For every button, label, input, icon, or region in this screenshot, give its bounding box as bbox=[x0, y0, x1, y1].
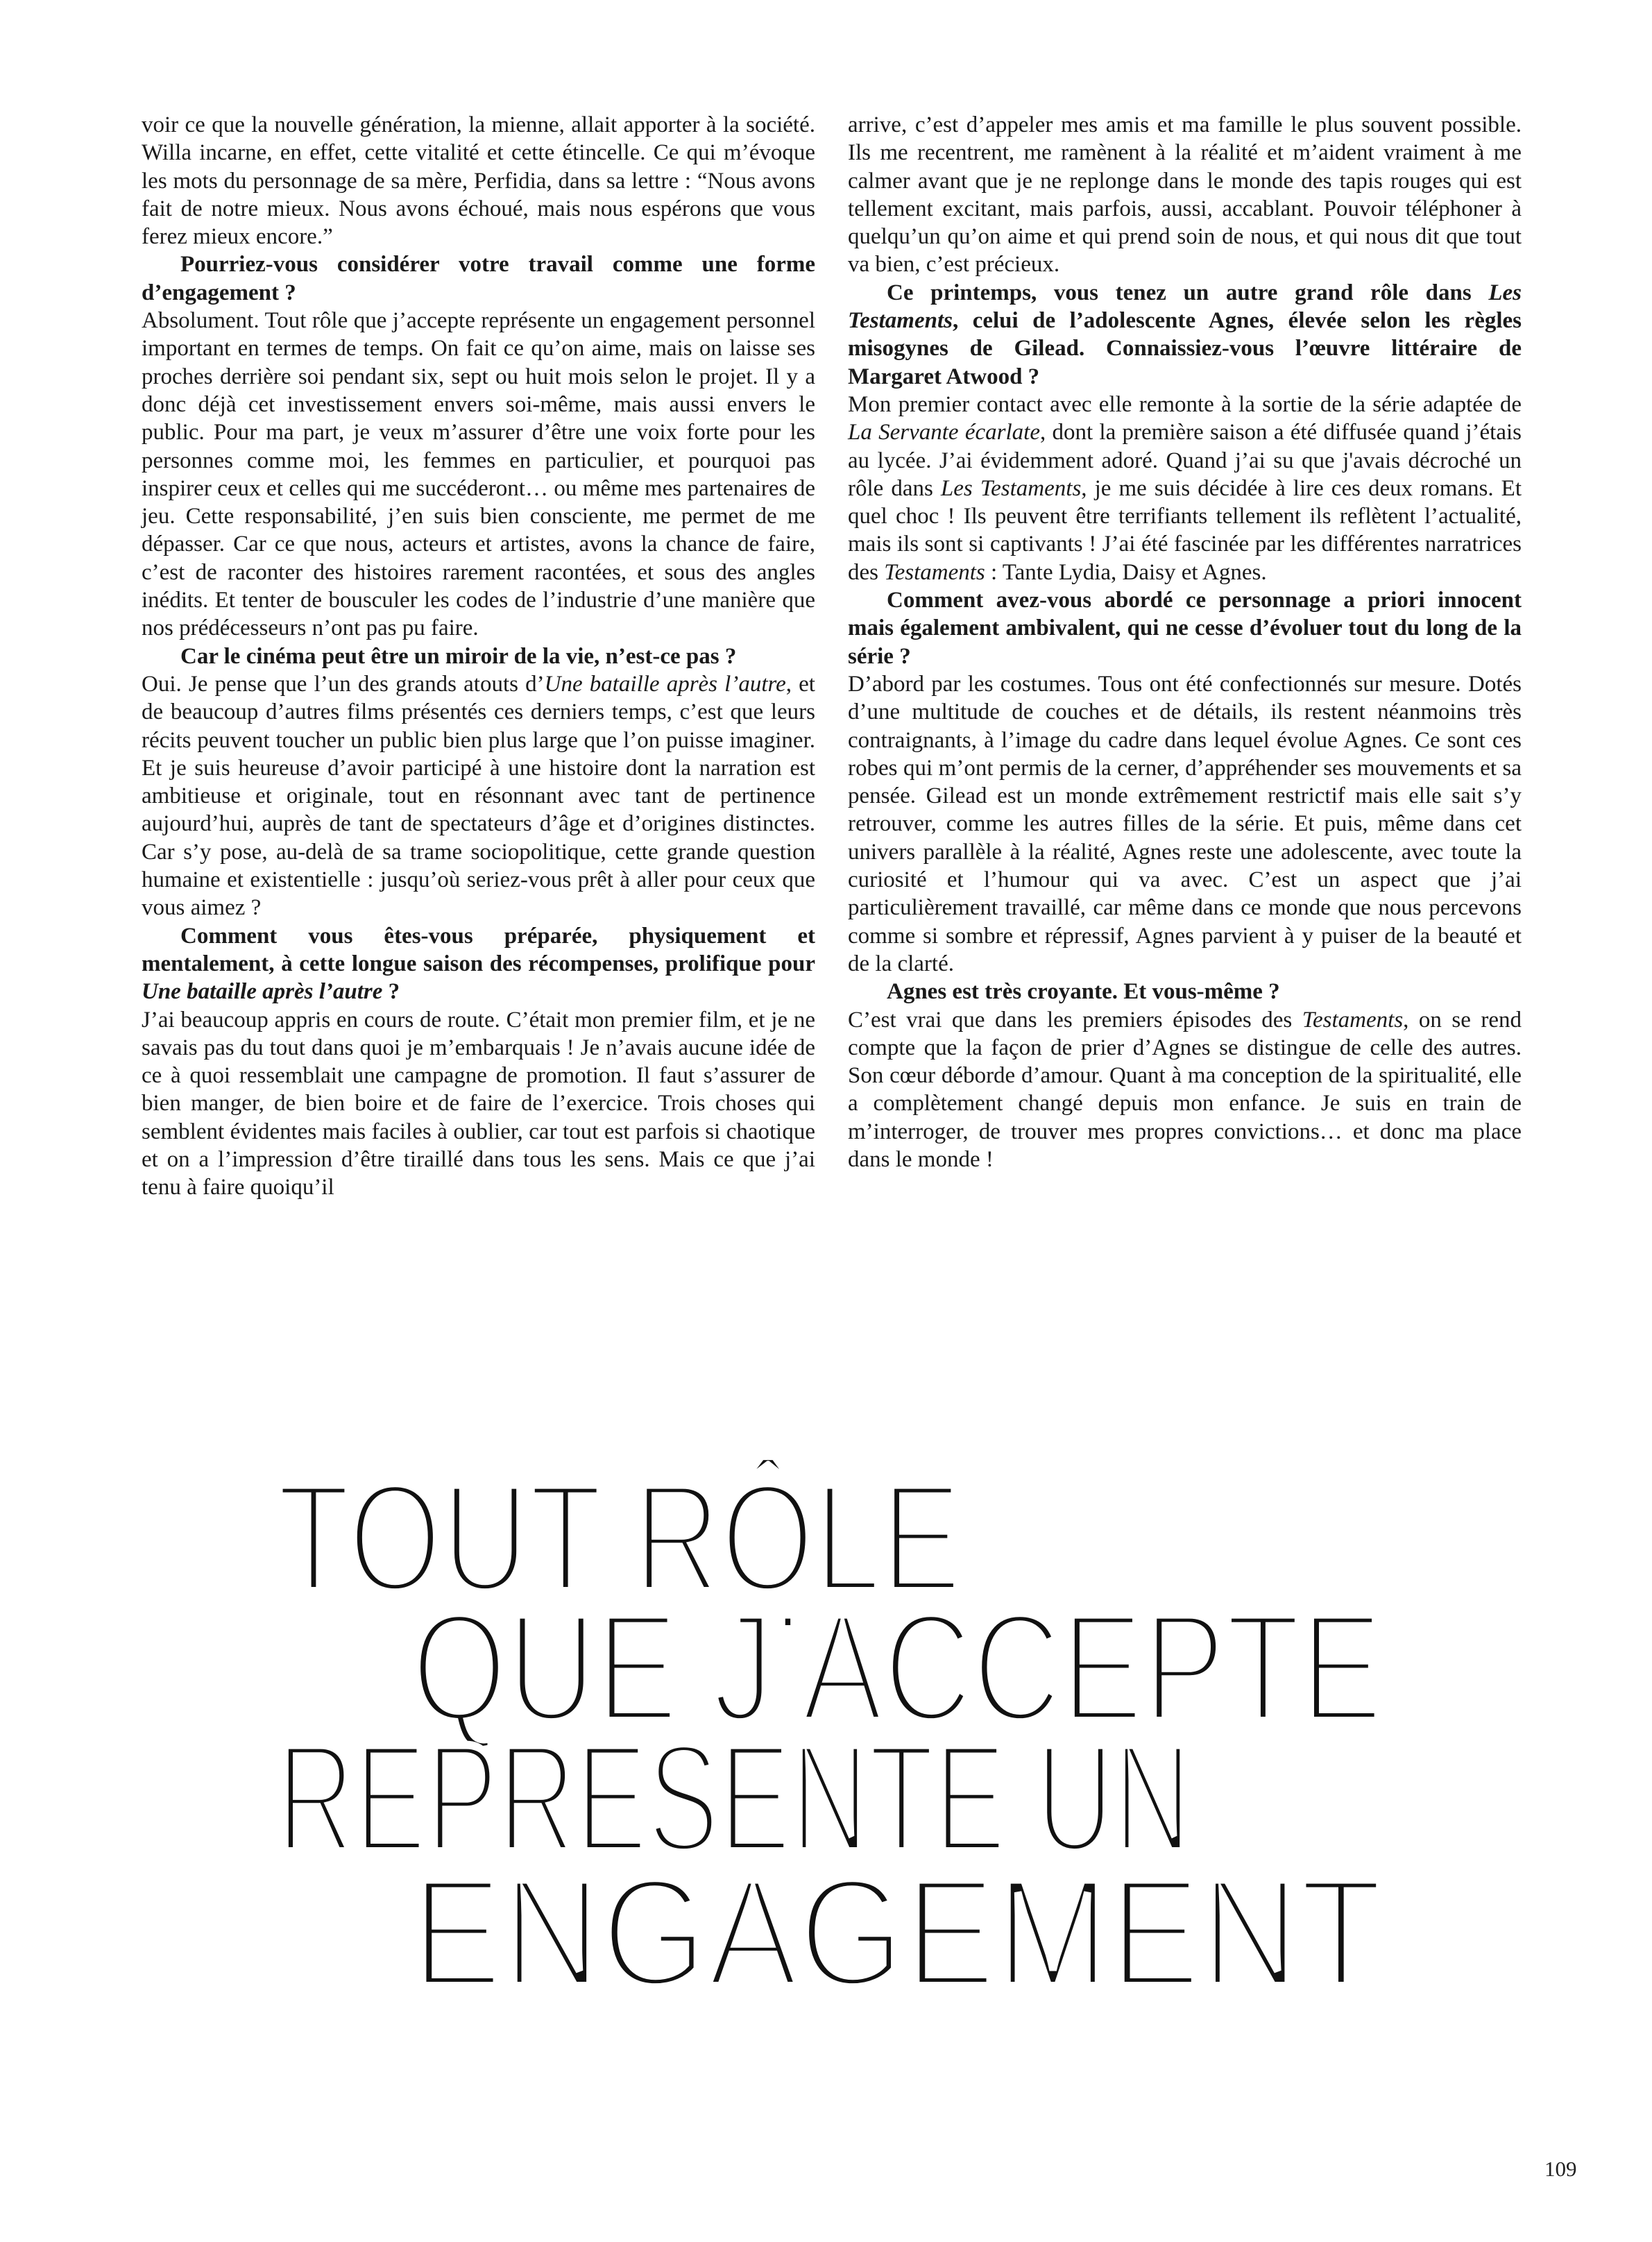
italic-title-text: Les Testaments bbox=[848, 280, 1522, 334]
pull-quote-line: TOUT RÔLE bbox=[277, 1452, 962, 1624]
interview-answer bbox=[142, 1006, 815, 1202]
interview-question bbox=[142, 250, 815, 307]
paragraph-text: Absolument. Tout rôle que j’accepte représente un engagement personnel important en termes de temps. On fait ce qu’on aime, mais on laisse ses proches derrière soi pendant six, sept ou huit mois selon le projet. Il y a donc déjà cet investissement envers soi-même, mais aussi envers le public. Pour ma part, je veux m’assurer d’être une voix forte pour les personnes comme moi, les femmes en particulier, et pourquoi pas inspirer ceux et celles qui me succéderont… ou même mes partenaires de jeu. Cette responsabilité, j’en suis bien consciente, me permet de me dépasser. Car ce que nous, acteurs et artistes, avons la chance de faire, c’est de raconter des histoires rarement racontées, et sous des angles inédits. Et tenter de bousculer les codes de l’industrie d’une manière que nos prédécesseurs n’ont pas pu faire. bbox=[142, 308, 815, 641]
interview-question bbox=[848, 279, 1522, 391]
pull-quote-line: ENGAGEMENT bbox=[411, 1846, 1383, 2019]
interview-answer bbox=[142, 670, 815, 922]
interview-question bbox=[142, 922, 815, 1006]
article-column-right bbox=[848, 111, 1522, 1173]
paragraph-text: , et de beaucoup d’autres films présentés ces derniers temps, c’est que leurs récits peuvent toucher un public bien plus large que l’on puisse imaginer. Et je suis heureuse d’avoir participé à une histoire dont la narration est ambitieuse et originale, tout en résonnant avec tant de pertinence aujourd’hui, auprès de tant de spectateurs d’âge et d’origines distinctes. Car s’y pose, au-delà de sa trame sociopolitique, cette grande question humaine et existentielle : jusqu’où seriez-vous prêt à aller pour ceux que vous aimez ? bbox=[142, 671, 815, 921]
paragraph-text: Comment avez-vous abordé ce personnage a priori innocent mais également ambivalent, qui ne cesse d’évoluer tout du long de la série ? bbox=[848, 588, 1522, 669]
italic-title-text: Testaments bbox=[884, 559, 985, 585]
paragraph-text: : Tante Lydia, Daisy et Agnes. bbox=[985, 559, 1267, 585]
article-column-left bbox=[142, 111, 815, 1202]
paragraph-text: , on se rend compte que la façon de prier d’Agnes se distingue de celle des autres. Son cœur déborde d’amour. Quant à ma conception de la spiritualité, elle a complètement changé depuis mon enfance. Je suis en train de m’interroger, de trouver mes propres convictions… et donc ma place dans le monde ! bbox=[848, 1007, 1522, 1172]
italic-title-text: Testaments bbox=[1302, 1007, 1404, 1033]
paragraph-text: J’ai beaucoup appris en cours de route. C’était mon premier film, et je ne savais pas du tout dans quoi je m’embarquais ! Je n’avais aucune idée de ce à quoi ressemblait une campagne de promotion. Il faut s’assurer de bien manger, de bien boire et de faire de l’exercice. Trois choses qui semblent évidentes mais faciles à oublier, car tout est parfois si chaotique et on a l’impression d’être tiraillé dans tous les sens. Mais ce que j’ai tenu à faire quoiqu’il bbox=[142, 1007, 815, 1200]
paragraph-text: Car le cinéma peut être un miroir de la vie, n’est-ce pas ? bbox=[180, 643, 737, 669]
paragraph-text: ? bbox=[382, 979, 400, 1005]
paragraph-text: arrive, c’est d’appeler mes amis et ma famille le plus souvent possible. Ils me recentrent, me ramènent à la réalité et m’aident vraiment à me calmer avant que je ne replonge dans le monde des tapis rouges qui est tellement excitant, mais parfois, aussi, accablant. Pouvoir téléphoner à quelqu’un qu’on aime et qui prend soin de nous, et qui nous dit que tout va bien, c’est précieux. bbox=[848, 112, 1522, 278]
paragraph-text: , dont la première saison a été diffusée quand j’étais au lycée. J’ai évidemment adoré. Quand j’ai su que j'avais décroché un rôle dans bbox=[848, 420, 1522, 501]
italic-title-text: La Servante écarlate bbox=[848, 420, 1040, 445]
paragraph-text: Comment vous êtes-vous préparée, physiquement et mentalement, à cette longue saison des récompenses, prolifique pour bbox=[142, 923, 815, 976]
paragraph-text: Ce printemps, vous tenez un autre grand rôle dans bbox=[887, 280, 1489, 305]
pull-quote-line: REPRESENTE UN bbox=[277, 1712, 1191, 1885]
pull-quote-line: QUE J’ACCEPTE bbox=[411, 1581, 1383, 1754]
paragraph-text: Oui. Je pense que l’un des grands atouts d’ bbox=[142, 671, 545, 697]
paragraph-text: D’abord par les costumes. Tous ont été confectionnés sur mesure. Dotés d’une multitude de couches et de détails, ils restent néanmoins très contraignants, à l’image du cadre dans lequel évolue Agnes. Ce sont ces robes qui m’ont permis de la cerner, d’appréhender ses mouvements et sa pensée. Gilead est un monde extrêmement restrictif mais elle sait s’y retrouver, comme les autres filles de la série. Et puis, même dans cet univers parallèle à la réalité, Agnes reste une adolescente, avec toute la curiosité et l’humour qui va avec. C’est un aspect que j’ai particulièrement travaillé, car même dans ce monde que nous percevons comme si sombre et répressif, Agnes parvient à y puiser de la beauté et de la clarté. bbox=[848, 671, 1522, 976]
interview-answer bbox=[848, 1006, 1522, 1174]
italic-title-text: Les Testaments bbox=[940, 475, 1082, 501]
italic-title-text: Une bataille après l’autre bbox=[142, 979, 383, 1005]
interview-answer bbox=[848, 111, 1522, 279]
interview-question bbox=[848, 978, 1522, 1005]
paragraph-text: voir ce que la nouvelle génération, la mienne, allait apporter à la société. Willa incarne, en effet, cette vitalité et cette étincelle. Ce qui m’évoque les mots du personnage de sa mère, Perfidia, dans sa lettre : “Nous avons fait de notre mieux. Nous avons échoué, mais nous espérons que vous ferez mieux encore.” bbox=[142, 112, 815, 250]
paragraph-text: Pourriez-vous considérer votre travail comme une forme d’engagement ? bbox=[142, 252, 815, 305]
paragraph-text: , je me suis décidée à lire ces deux romans. Et quel choc ! Ils peuvent être terrifiants tellement ils reflètent l’actualité, mais ils sont si captivants ! J’ai été fascinée par les différentes narratrices des bbox=[848, 475, 1522, 585]
italic-title-text: Une bataille après l’autre bbox=[544, 671, 786, 697]
paragraph-text: , celui de l’adolescente Agnes, élevée selon les règles misogynes de Gilead. Connaissiez-vous l’œuvre littéraire de Margaret Atwood ? bbox=[848, 308, 1522, 389]
paragraph-text: Agnes est très croyante. Et vous-même ? bbox=[887, 979, 1280, 1005]
page-number: 109 bbox=[1544, 2157, 1577, 2181]
paragraph-text: Mon premier contact avec elle remonte à la sortie de la série adaptée de bbox=[848, 391, 1522, 417]
interview-answer bbox=[142, 307, 815, 643]
interview-answer bbox=[142, 111, 815, 250]
interview-question bbox=[848, 586, 1522, 670]
interview-question bbox=[142, 643, 815, 670]
interview-answer bbox=[848, 670, 1522, 978]
paragraph-text: C’est vrai que dans les premiers épisodes des bbox=[848, 1007, 1302, 1033]
interview-answer bbox=[848, 391, 1522, 586]
